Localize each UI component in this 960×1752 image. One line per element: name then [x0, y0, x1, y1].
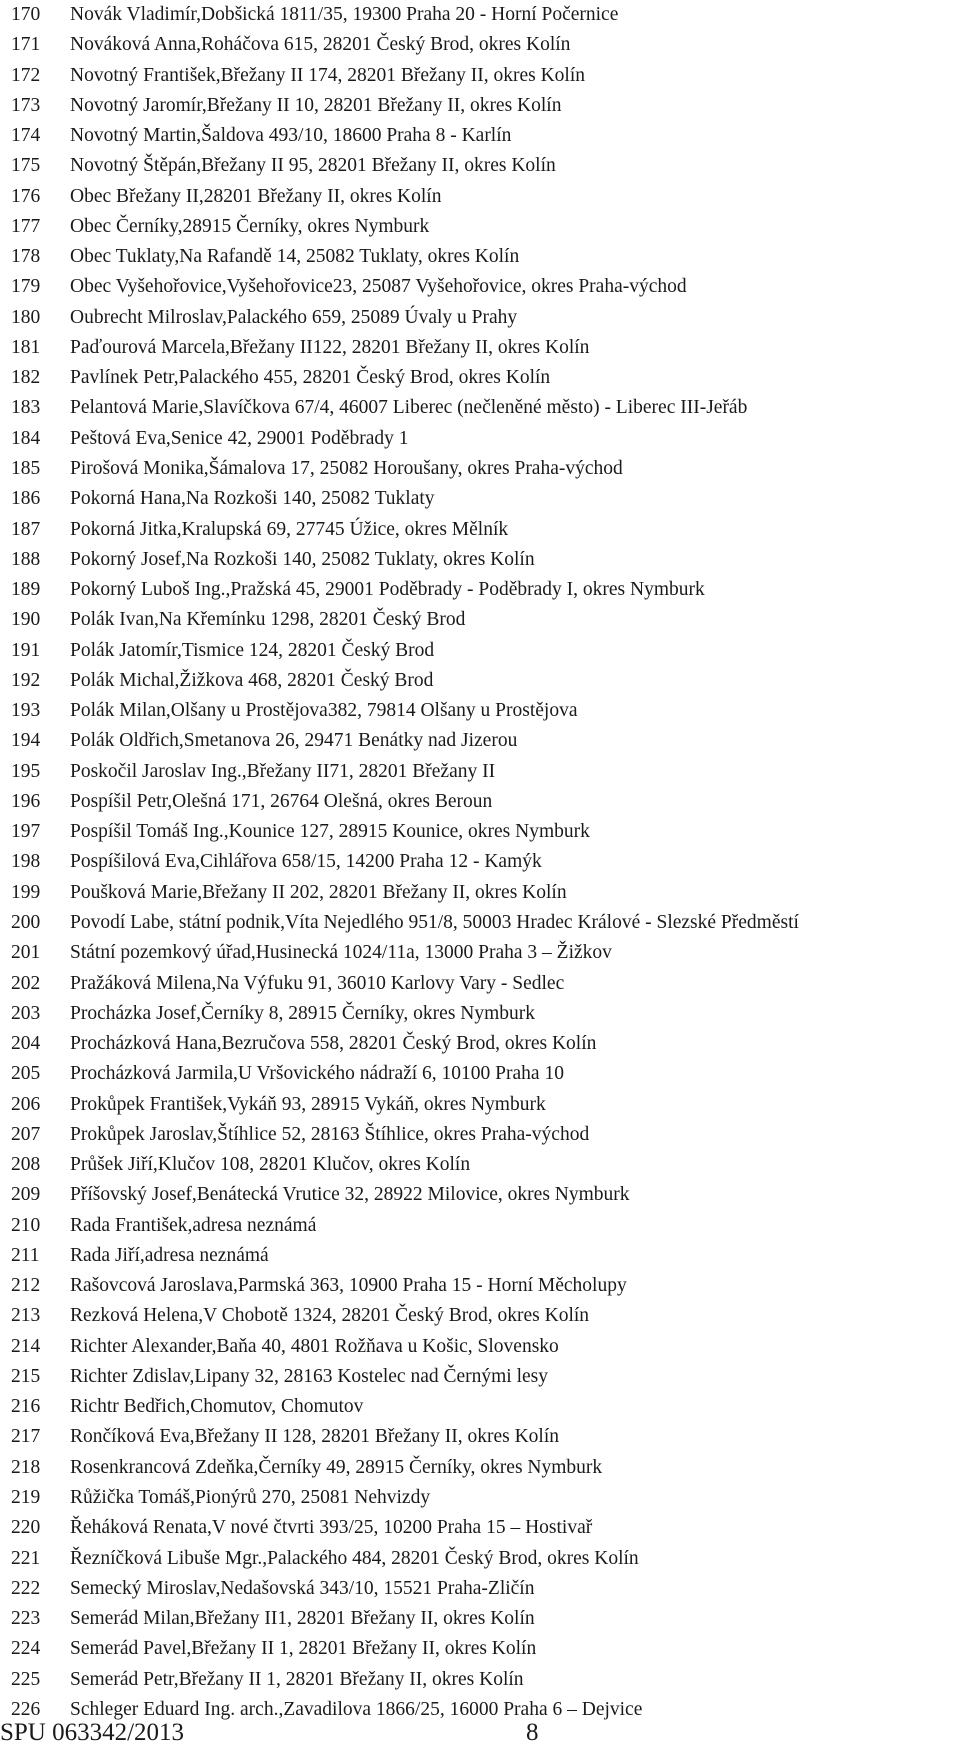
- entry-number: 173: [11, 94, 41, 116]
- entry-text: Pokorná Jitka,Kralupská 69, 27745 Úžice, okres Mělník: [70, 518, 509, 540]
- entry-text: Rašovcová Jaroslava,Parmská 363, 10900 Praha 15 - Horní Měcholupy: [70, 1275, 627, 1297]
- entry-text: Nováková Anna,Roháčova 615, 28201 Český Brod, okres Kolín: [70, 34, 571, 56]
- entry-text: Semerád Milan,Břežany II1, 28201 Břežany II, okres Kolín: [70, 1608, 535, 1630]
- list-item: [0, 182, 960, 212]
- list-item: [0, 484, 960, 514]
- entry-text: Richter Zdislav,Lipany 32, 28163 Kostelec nad Černými lesy: [70, 1365, 549, 1387]
- entry-text: Prokůpek František,Vykáň 93, 28915 Vykáň, okres Nymburk: [70, 1093, 546, 1115]
- list-item: [0, 878, 960, 908]
- entry-number: 200: [11, 911, 41, 933]
- entry-number: 198: [11, 851, 41, 873]
- list-item: [0, 0, 960, 30]
- entry-number: 175: [11, 155, 41, 177]
- list-item: [0, 1362, 960, 1392]
- entry-number: 180: [11, 306, 41, 328]
- list-item: [0, 424, 960, 454]
- entry-text: Procházková Hana,Bezručova 558, 28201 Český Brod, okres Kolín: [70, 1033, 597, 1055]
- list-item: [0, 1059, 960, 1089]
- entry-text: Řeháková Renata,V nové čtvrti 393/25, 10200 Praha 15 – Hostivař: [70, 1517, 593, 1539]
- entry-text: Procházková Jarmila,U Vršovického nádraží 6, 10100 Praha 10: [70, 1063, 564, 1085]
- entry-number: 217: [11, 1426, 41, 1448]
- list-item: [0, 272, 960, 302]
- entry-number: 212: [11, 1275, 41, 1297]
- entry-number: 190: [11, 609, 41, 631]
- entry-text: Paďourová Marcela,Břežany II122, 28201 Břežany II, okres Kolín: [70, 336, 590, 358]
- document-reference: SPU 063342/2013: [0, 1719, 185, 1746]
- list-item: [0, 575, 960, 605]
- entry-text: Pokorný Luboš Ing.,Pražská 45, 29001 Poděbrady - Poděbrady I, okres Nymburk: [70, 579, 705, 601]
- list-item: [0, 242, 960, 272]
- entry-text: Pokorná Hana,Na Rozkoši 140, 25082 Tuklaty: [70, 488, 435, 510]
- entry-text: Novotný Martin,Šaldova 493/10, 18600 Praha 8 - Karlín: [70, 125, 512, 147]
- entry-number: 193: [11, 700, 41, 722]
- entry-text: Příšovský Josef,Benátecká Vrutice 32, 28922 Milovice, okres Nymburk: [70, 1184, 630, 1206]
- list-item: [0, 515, 960, 545]
- entry-number: 179: [11, 276, 41, 298]
- page-footer: [0, 1713, 960, 1752]
- list-item: [0, 363, 960, 393]
- entry-number: 224: [11, 1638, 41, 1660]
- entry-number: 178: [11, 246, 41, 268]
- list-item: [0, 1483, 960, 1513]
- entry-text: Semerád Petr,Břežany II 1, 28201 Břežany II, okres Kolín: [70, 1668, 524, 1690]
- list-item: [0, 1665, 960, 1695]
- list-item: [0, 1241, 960, 1271]
- list-item: [0, 696, 960, 726]
- list-item: [0, 393, 960, 423]
- entry-text: Richter Alexander,Baňa 40, 4801 Rožňava u Košic, Slovensko: [70, 1335, 559, 1357]
- entry-text: Pavlínek Petr,Palackého 455, 28201 Český Brod, okres Kolín: [70, 367, 551, 389]
- entry-number: 201: [11, 942, 41, 964]
- list-item: [0, 1544, 960, 1574]
- list-item: [0, 605, 960, 635]
- list-item: [0, 1120, 960, 1150]
- entry-text: Novák Vladimír,Dobšická 1811/35, 19300 Praha 20 - Horní Počernice: [70, 4, 619, 25]
- entry-number: 182: [11, 367, 41, 389]
- entry-number: 172: [11, 64, 41, 86]
- list-item: [0, 1090, 960, 1120]
- list-item: [0, 1150, 960, 1180]
- list-item: [0, 817, 960, 847]
- list-item: [0, 787, 960, 817]
- entry-text: Obec Vyšehořovice,Vyšehořovice23, 25087 Vyšehořovice, okres Praha-východ: [70, 276, 687, 298]
- entry-number: 183: [11, 397, 41, 419]
- entry-text: Státní pozemkový úřad,Husinecká 1024/11a, 13000 Praha 3 – Žižkov: [70, 942, 612, 964]
- list-item: [0, 999, 960, 1029]
- entry-text: Polák Michal,Žižkova 468, 28201 Český Brod: [70, 669, 434, 691]
- entry-text: Obec Břežany II,28201 Břežany II, okres Kolín: [70, 185, 442, 207]
- entry-number: 171: [11, 34, 41, 56]
- entry-number: 208: [11, 1154, 41, 1176]
- entry-text: Pirošová Monika,Šámalova 17, 25082 Horoušany, okres Praha-východ: [70, 457, 623, 479]
- entry-number: 187: [11, 518, 41, 540]
- entry-text: Obec Černíky,28915 Černíky, okres Nymburk: [70, 215, 430, 237]
- entry-text: Rosenkrancová Zdeňka,Černíky 49, 28915 Černíky, okres Nymburk: [70, 1456, 603, 1478]
- entry-number: 213: [11, 1305, 41, 1327]
- entry-number: 216: [11, 1396, 41, 1418]
- entry-number: 211: [11, 1244, 40, 1266]
- list-item: [0, 1211, 960, 1241]
- entry-number: 205: [11, 1063, 41, 1085]
- list-item: [0, 1301, 960, 1331]
- entry-text: Semerád Pavel,Břežany II 1, 28201 Břežany II, okres Kolín: [70, 1638, 537, 1660]
- entry-text: Novotný Jaromír,Břežany II 10, 28201 Břežany II, okres Kolín: [70, 94, 562, 116]
- entry-text: Průšek Jiří,Klučov 108, 28201 Klučov, okres Kolín: [70, 1154, 471, 1176]
- entry-number: 192: [11, 669, 41, 691]
- list-item: [0, 1453, 960, 1483]
- entry-text: Řezníčková Libuše Mgr.,Palackého 484, 28201 Český Brod, okres Kolín: [70, 1547, 639, 1569]
- entry-number: 209: [11, 1184, 41, 1206]
- entry-text: Polák Ivan,Na Křemínku 1298, 28201 Český Brod: [70, 609, 466, 631]
- entry-text: Rada František,adresa neznámá: [70, 1214, 317, 1236]
- entry-number: 220: [11, 1517, 41, 1539]
- list-item: [0, 1422, 960, 1452]
- entry-number: 177: [11, 215, 41, 237]
- entry-text: Pospíšilová Eva,Cihlářova 658/15, 14200 Praha 12 - Kamýk: [70, 851, 542, 873]
- entry-number: 202: [11, 972, 41, 994]
- list-item: [0, 666, 960, 696]
- list-item: [0, 1029, 960, 1059]
- entry-text: Schleger Eduard Ing. arch.,Zavadilova 1866/25, 16000 Praha 6 – Dejvice: [70, 1698, 643, 1720]
- entry-number: 184: [11, 427, 41, 449]
- list-item: [0, 636, 960, 666]
- entry-number: 221: [11, 1547, 41, 1569]
- entry-number: 189: [11, 579, 41, 601]
- list-item: [0, 969, 960, 999]
- list-item: [0, 212, 960, 242]
- list-item: [0, 1513, 960, 1543]
- list-item: [0, 91, 960, 121]
- entry-number: 174: [11, 125, 41, 147]
- list-item: [0, 1392, 960, 1422]
- entry-text: Rončíková Eva,Břežany II 128, 28201 Břežany II, okres Kolín: [70, 1426, 559, 1448]
- entry-text: Pelantová Marie,Slavíčkova 67/4, 46007 Liberec (nečleněné město) - Liberec III-Jeřáb: [70, 397, 748, 419]
- entry-number: 204: [11, 1033, 41, 1055]
- entry-text: Poušková Marie,Břežany II 202, 28201 Břežany II, okres Kolín: [70, 881, 567, 903]
- list-item: [0, 151, 960, 181]
- entry-number: 223: [11, 1608, 41, 1630]
- list-item: [0, 908, 960, 938]
- entry-number: 226: [11, 1698, 41, 1720]
- list-item: [0, 757, 960, 787]
- entry-text: Peštová Eva,Senice 42, 29001 Poděbrady 1: [70, 427, 409, 449]
- entry-text: Růžička Tomáš,Pionýrů 270, 25081 Nehvizdy: [70, 1487, 431, 1509]
- entry-text: Pokorný Josef,Na Rozkoši 140, 25082 Tuklaty, okres Kolín: [70, 548, 535, 570]
- entry-number: 181: [11, 336, 41, 358]
- list-item: [0, 938, 960, 968]
- entry-number: 188: [11, 548, 41, 570]
- entry-text: Pospíšil Tomáš Ing.,Kounice 127, 28915 Kounice, okres Nymburk: [70, 821, 590, 843]
- entry-number: 197: [11, 821, 41, 843]
- list-item: [0, 1332, 960, 1362]
- entry-number: 206: [11, 1093, 41, 1115]
- entry-number: 199: [11, 881, 41, 903]
- entry-number: 203: [11, 1002, 41, 1024]
- entry-number: 185: [11, 457, 41, 479]
- list-item: [0, 1634, 960, 1664]
- entry-text: Rezková Helena,V Chobotě 1324, 28201 Český Brod, okres Kolín: [70, 1305, 590, 1327]
- entry-number: 195: [11, 760, 41, 782]
- entry-text: Povodí Labe, státní podnik,Víta Nejedlého 951/8, 50003 Hradec Králové - Slezské Předměstí: [70, 911, 799, 933]
- list-item: [0, 1271, 960, 1301]
- entry-text: Pražáková Milena,Na Výfuku 91, 36010 Karlovy Vary - Sedlec: [70, 972, 565, 994]
- entry-number: 194: [11, 730, 41, 752]
- entry-number: 196: [11, 790, 41, 812]
- list-item: [0, 726, 960, 756]
- list-item: [0, 545, 960, 575]
- entry-text: Novotný František,Břežany II 174, 28201 Břežany II, okres Kolín: [70, 64, 586, 86]
- list-item: [0, 333, 960, 363]
- list-item: [0, 1180, 960, 1210]
- entry-number: 218: [11, 1456, 41, 1478]
- entry-number: 170: [11, 4, 41, 25]
- entry-text: Novotný Štěpán,Břežany II 95, 28201 Břežany II, okres Kolín: [70, 155, 556, 177]
- entry-text: Poskočil Jaroslav Ing.,Břežany II71, 28201 Břežany II: [70, 760, 496, 782]
- entry-text: Prokůpek Jaroslav,Štíhlice 52, 28163 Štíhlice, okres Praha-východ: [70, 1123, 590, 1145]
- list-item: [0, 1574, 960, 1604]
- list-item: [0, 1604, 960, 1634]
- entry-number: 225: [11, 1668, 41, 1690]
- list-item: [0, 303, 960, 333]
- entry-text: Semecký Miroslav,Nedašovská 343/10, 15521 Praha-Zličín: [70, 1577, 535, 1599]
- entry-text: Richtr Bedřich,Chomutov, Chomutov: [70, 1396, 364, 1418]
- entry-number: 215: [11, 1365, 41, 1387]
- entry-number: 214: [11, 1335, 41, 1357]
- list-item: [0, 61, 960, 91]
- entry-text: Polák Oldřich,Smetanova 26, 29471 Benátky nad Jizerou: [70, 730, 518, 752]
- page-number: 8: [526, 1719, 539, 1746]
- entry-text: Obec Tuklaty,Na Rafandě 14, 25082 Tuklaty, okres Kolín: [70, 246, 520, 268]
- entry-number: 207: [11, 1123, 41, 1145]
- entry-text: Procházka Josef,Černíky 8, 28915 Černíky, okres Nymburk: [70, 1002, 536, 1024]
- entry-number: 210: [11, 1214, 41, 1236]
- entry-text: Polák Jatomír,Tismice 124, 28201 Český Brod: [70, 639, 435, 661]
- list-item: [0, 121, 960, 151]
- entry-number: 219: [11, 1487, 41, 1509]
- entry-number: 222: [11, 1577, 41, 1599]
- list-item: [0, 847, 960, 877]
- entry-text: Oubrecht Milroslav,Palackého 659, 25089 Úvaly u Prahy: [70, 306, 518, 328]
- entry-text: Rada Jiří,adresa neznámá: [70, 1244, 269, 1266]
- entry-number: 191: [11, 639, 41, 661]
- entry-text: Pospíšil Petr,Olešná 171, 26764 Olešná, okres Beroun: [70, 790, 493, 812]
- entry-number: 176: [11, 185, 41, 207]
- entry-number: 186: [11, 488, 41, 510]
- list-item: [0, 454, 960, 484]
- list-item: [0, 30, 960, 60]
- entry-text: Polák Milan,Olšany u Prostějova382, 79814 Olšany u Prostějova: [70, 700, 578, 722]
